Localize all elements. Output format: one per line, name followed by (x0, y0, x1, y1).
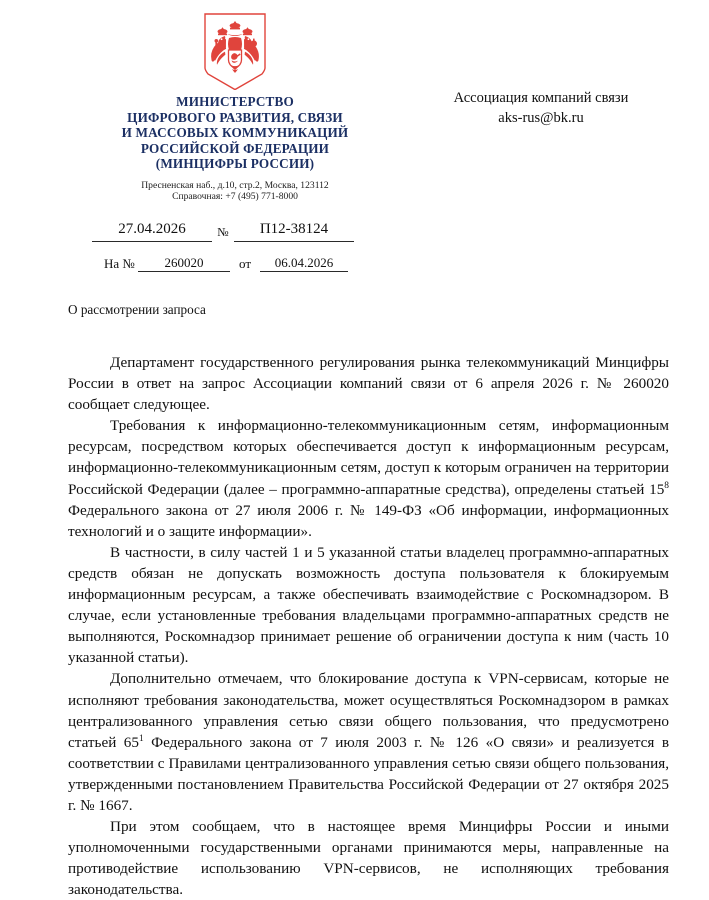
incoming-number: 260020 (138, 254, 230, 272)
ministry-phone: Справочная: +7 (495) 771-8000 (172, 191, 298, 203)
russian-federation-coat-of-arms-icon (199, 12, 271, 90)
ministry-title-line-5: (МИНЦИФРЫ РОССИИ) (155, 156, 315, 172)
outgoing-reference-row (92, 214, 354, 242)
addressee-organization: Ассоциация компаний связи (453, 90, 629, 106)
addressee-email: aks-rus@bk.ru (498, 110, 584, 126)
incoming-reference-row (92, 254, 354, 272)
ministry-title-line-2: ЦИФРОВОГО РАЗВИТИЯ, СВЯЗИ (127, 109, 343, 125)
ministry-address: Пресненская наб., д.10, стр.2, Москва, 123112 (141, 179, 329, 191)
letter-body (68, 352, 669, 900)
incoming-date-label: от (238, 256, 251, 271)
body-paragraph: При этом сообщаем, что в настоящее время Минцифры России и иными уполномоченными государственными органами принимаются меры, направленные на противодействие использованию VPN-сервисов, не исполняющих требования законодательства. (68, 818, 669, 899)
ministry-title-line-3: И МАССОВЫХ КОММУНИКАЦИЙ (121, 125, 349, 141)
emblem-container (0, 12, 470, 90)
body-paragraph: В частности, в силу частей 1 и 5 указанной статьи владелец программно-аппаратных средств обязан не допускать возможность доступа пользователя к блокируемым информационным ресурсам, а также обеспечивать взаимодействие с Роскомнадзором. В случае, если установленные требования владельцами программно-аппаратных средств не выполняются, Роскомнадзор принимает решение об ограничении доступа к ним (часть 10 указанной статьи). (68, 543, 669, 667)
reference-block (92, 214, 354, 272)
subject-line: О рассмотрении запроса (68, 302, 206, 317)
body-paragraph: Дополнительно отмечаем, что блокирование доступа к VPN-сервисам, которые не исполняют требования законодательства, может осуществляться Роскомнадзором в рамках централизованного управления сетью связи общего пользования, что предусмотрено статьей $65^1$ Федерального закона от 7 июля 2003 г. № 126 «О связи» и реализуется в соответствии с Правилами централизованного управления сетью связи общего пользования, утвержденными постановлением Правительства Российской Федерации от 27 октября 2025 г. № 1667. (68, 670, 669, 814)
outgoing-number: П12-38124 (234, 219, 354, 242)
incoming-number-label: На № (104, 256, 135, 271)
incoming-date: 06.04.2026 (260, 254, 348, 272)
outgoing-date: 27.04.2026 (92, 219, 212, 242)
ministry-title-line-4: РОССИЙСКОЙ ФЕДЕРАЦИИ (140, 140, 330, 156)
body-paragraph: Департамент государственного регулирования рынка телекоммуникаций Минцифры России в ответ на запрос Ассоциации компаний связи от 6 апреля 2026 г. № 260020 сообщает следующее. (68, 354, 669, 414)
letterhead-contacts (0, 180, 470, 203)
number-symbol: № (217, 225, 229, 239)
addressee-block (400, 88, 682, 128)
body-paragraph: Требования к информационно-телекоммуникационным сетям, информационным ресурсам, посредством которых обеспечивается доступ к информационным ресурсам, информационно-телекоммуникационным сетям, доступ к которым ограничен на территории Российской Федерации (далее – программно-аппаратные средства), определены статьей $15^8$ Федерального закона от 27 июля 2006 г. № 149-ФЗ «Об информации, информационных технологий и о защите информации». (68, 417, 669, 540)
ministry-title-line-1: МИНИСТЕРСТВО (176, 94, 294, 109)
